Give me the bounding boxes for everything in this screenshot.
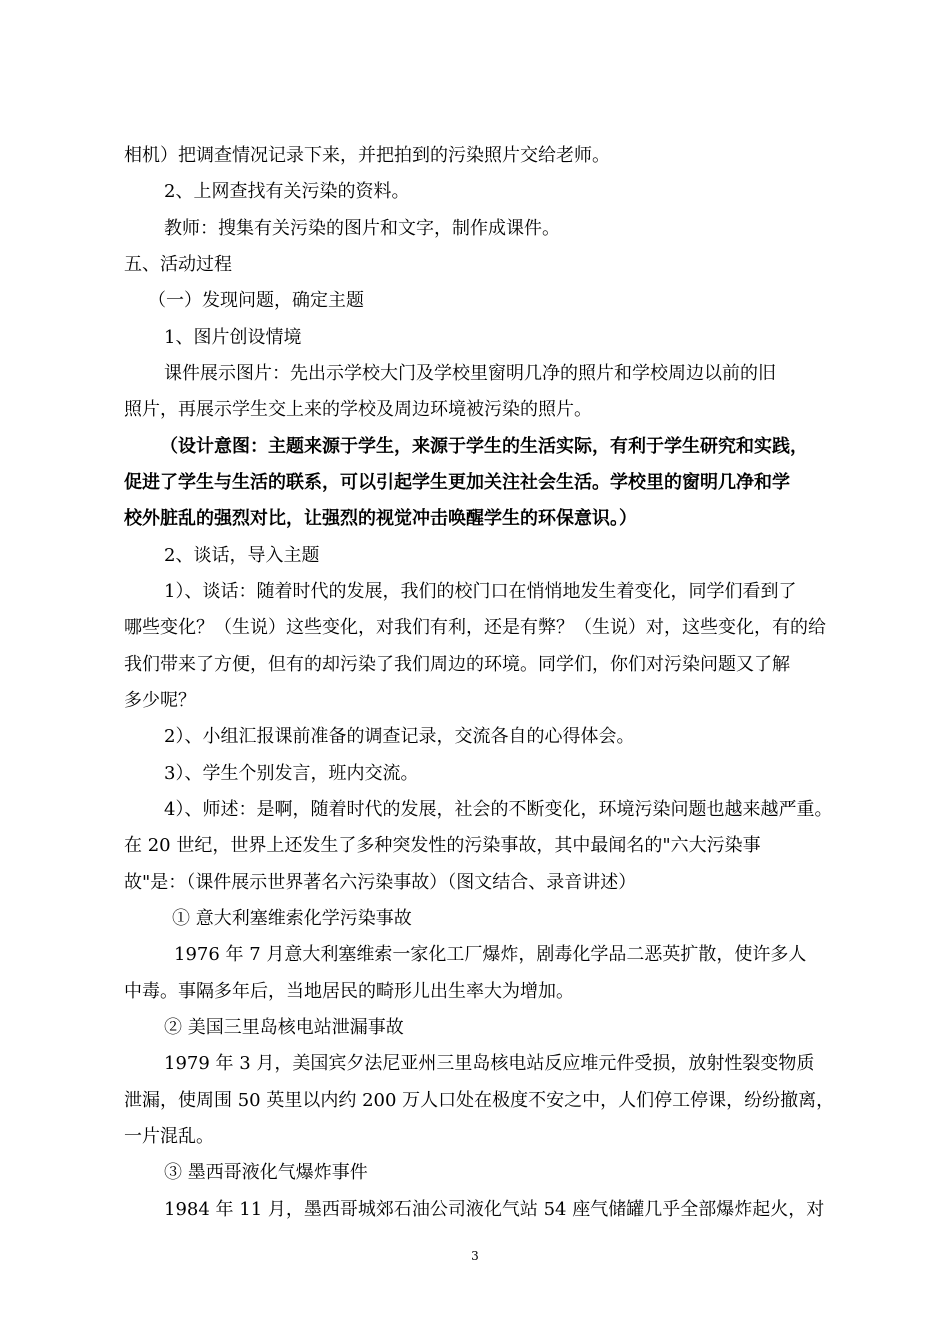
text-line: 课件展示图片：先出示学校大门及学校里窗明几净的照片和学校周边以前的旧	[164, 363, 776, 384]
text-line: 在 20 世纪，世界上还发生了多种突发性的污染事故，其中最闻名的"六大污染事	[124, 835, 761, 856]
text-line: 1979 年 3 月，美国宾夕法尼亚州三里岛核电站反应堆元件受损，放射性裂变物质	[164, 1053, 815, 1074]
incident-heading: ② 美国三里岛核电站泄漏事故	[164, 1017, 404, 1038]
text-line: 1）、谈话：随着时代的发展，我们的校门口在悄悄地发生着变化，同学们看到了	[164, 581, 797, 602]
text-line: 泄漏，使周围 50 英里以内约 200 万人口处在极度不安之中，人们停工停课，纷纷撤离，	[124, 1090, 835, 1111]
incident-heading: ③ 墨西哥液化气爆炸事件	[164, 1162, 368, 1183]
text-line: 2、谈话，导入主题	[164, 545, 320, 566]
design-intent-line: 促进了学生与生活的联系，可以引起学生更加关注社会生活。学校里的窗明几净和学	[124, 472, 790, 493]
text-line: 故"是：（课件展示世界著名六污染事故）（图文结合、录音讲述）	[124, 872, 637, 893]
text-line: 多少呢？	[124, 690, 196, 711]
text-line: 照片，再展示学生交上来的学校及周边环境被污染的照片。	[124, 399, 592, 420]
text-line: 哪些变化？（生说）这些变化，对我们有利，还是有弊？（生说）对，这些变化，有的给	[124, 617, 826, 638]
incident-heading: ① 意大利塞维索化学污染事故	[172, 908, 412, 929]
page-number: 3	[471, 1249, 479, 1263]
text-line: 1984 年 11 月，墨西哥城郊石油公司液化气站 54 座气储罐几乎全部爆炸起火，对	[164, 1199, 825, 1220]
section-heading: 五、活动过程	[124, 254, 232, 275]
text-line: 一片混乱。	[124, 1126, 214, 1147]
design-intent-line: （设计意图：主题来源于学生，来源于学生的生活实际，有利于学生研究和实践，	[160, 436, 808, 457]
text-line: 1976 年 7 月意大利塞维索一家化工厂爆炸，剧毒化学品二恶英扩散，使许多人	[174, 944, 807, 965]
text-line: 4）、师述：是啊，随着时代的发展，社会的不断变化，环境污染问题也越来越严重。	[164, 799, 833, 820]
text-line: 中毒。事隔多年后，当地居民的畸形儿出生率大为增加。	[124, 981, 574, 1002]
text-line: 1、图片创设情境	[164, 327, 302, 348]
text-line: 相机）把调查情况记录下来，并把拍到的污染照片交给老师。	[124, 145, 610, 166]
text-line: 3）、学生个别发言，班内交流。	[164, 763, 419, 784]
design-intent-line: 校外脏乱的强烈对比，让强烈的视觉冲击唤醒学生的环保意识。）	[124, 508, 637, 529]
text-line: 我们带来了方便，但有的却污染了我们周边的环境。同学们，你们对污染问题又了解	[124, 654, 790, 675]
text-line: 教师：搜集有关污染的图片和文字，制作成课件。	[164, 218, 560, 239]
text-line: 2、上网查找有关污染的资料。	[164, 181, 410, 202]
subsection-heading: （一）发现问题，确定主题	[148, 290, 364, 311]
text-line: 2）、小组汇报课前准备的调查记录，交流各自的心得体会。	[164, 726, 635, 747]
